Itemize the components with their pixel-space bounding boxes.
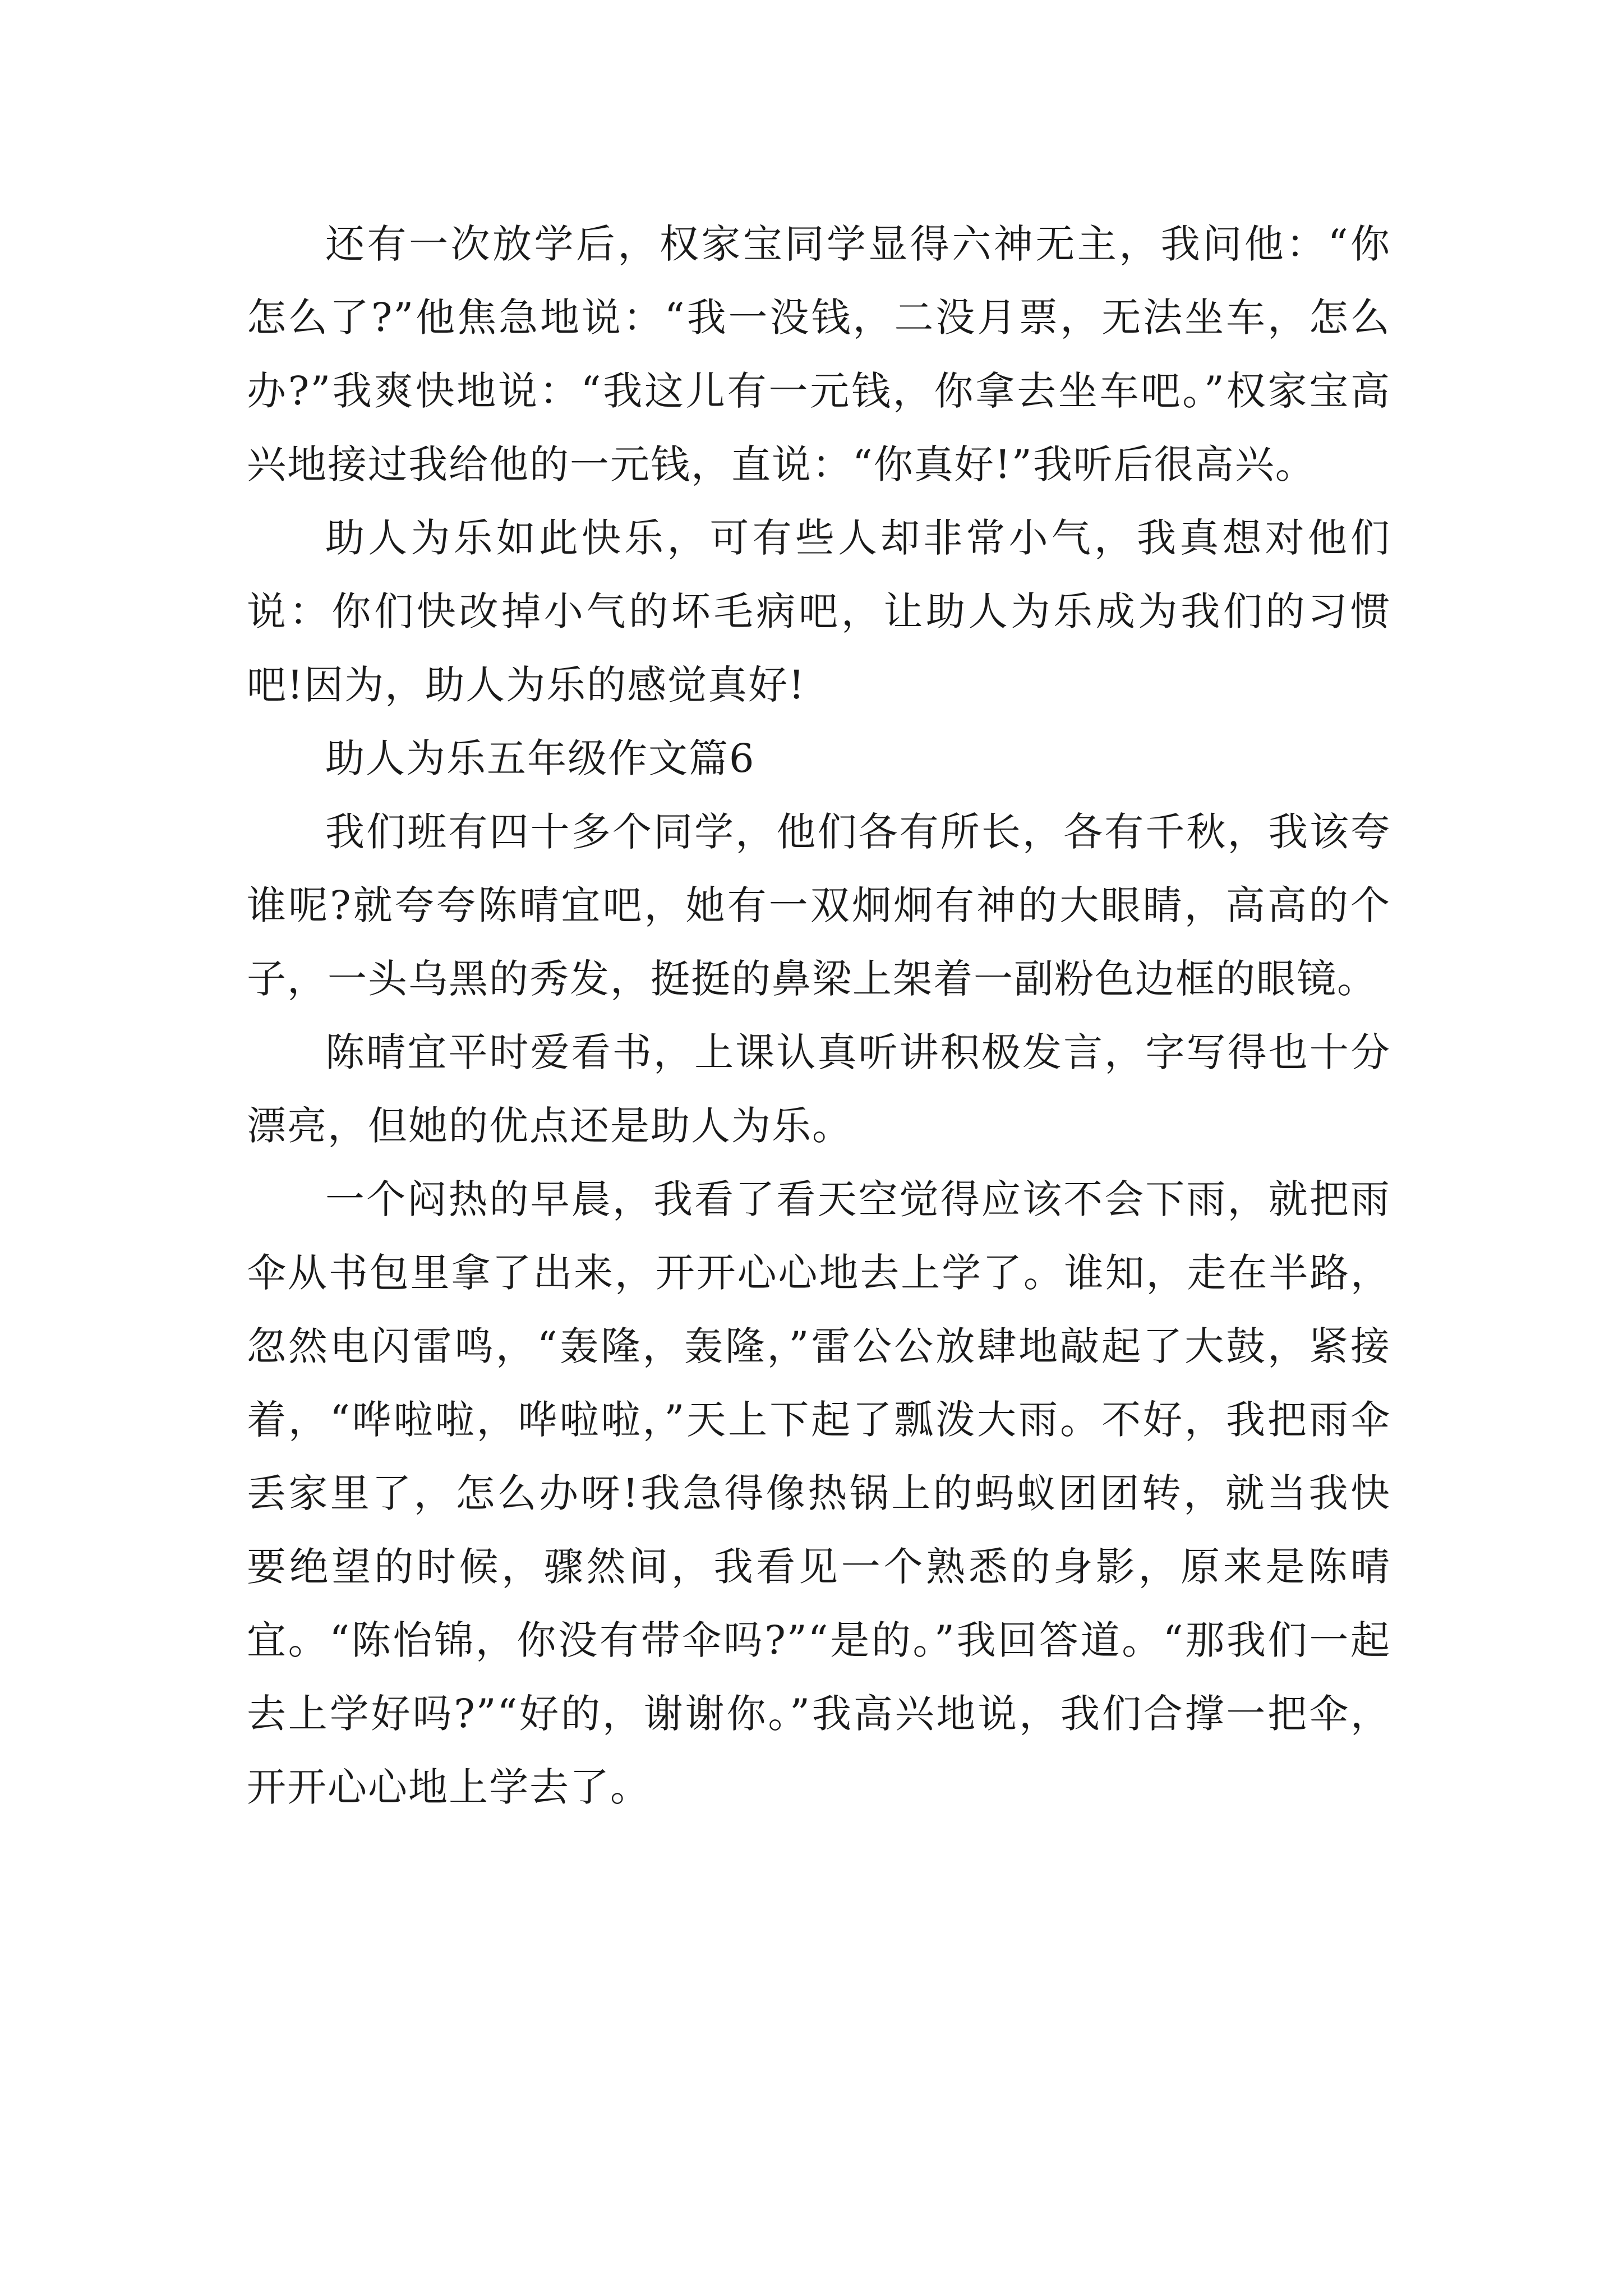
- paragraph-2: 助人为乐如此快乐，可有些人却非常小气，我真想对他们说：你们快改掉小气的坏毛病吧，让助人为乐成为我们的习惯吧!因为，助人为乐的感觉真好!: [247, 515, 1391, 708]
- paragraph-5: 一个闷热的早晨，我看了看天空觉得应该不会下雨，就把雨伞从书包里拿了出来，开开心心地去上学了。谁知，走在半路，忽然电闪雷鸣，“轰隆，轰隆，”雷公公放肆地敲起了大鼓，紧接着，“哗啦啦，哗啦啦，”天上下起了瓢泼大雨。不好，我把雨伞丢家里了，怎么办呀!我急得像热锅上的蚂蚁团团转，就当我快要绝望的时候，骤然间，我看见一个熟悉的身影，原来是陈晴宜。“陈怡锦，你没有带伞吗?”“是的。”我回答道。“那我们一起去上学好吗?”“好的，谢谢你。”我高兴地说，我们合撑一把伞，开开心心地上学去了。: [247, 1176, 1391, 1810]
- section-heading: 助人为乐五年级作文篇6: [325, 735, 755, 781]
- document-body: [247, 208, 1391, 1824]
- paragraph-4: 陈晴宜平时爱看书，上课认真听讲积极发言，字写得也十分漂亮，但她的优点还是助人为乐。: [247, 1029, 1391, 1149]
- paragraph-1: 还有一次放学后，权家宝同学显得六神无主，我问他：“你怎么了?”他焦急地说：“我一没钱，二没月票，无法坐车，怎么办?”我爽快地说：“我这儿有一元钱，你拿去坐车吧。”权家宝高兴地接过我给他的一元钱，直说：“你真好!”我听后很高兴。: [247, 221, 1391, 487]
- paragraph-3: 我们班有四十多个同学，他们各有所长，各有千秋，我该夸谁呢?就夸夸陈晴宜吧，她有一双炯炯有神的大眼睛，高高的个子，一头乌黑的秀发，挺挺的鼻梁上架着一副粉色边框的眼镜。: [247, 809, 1391, 1002]
